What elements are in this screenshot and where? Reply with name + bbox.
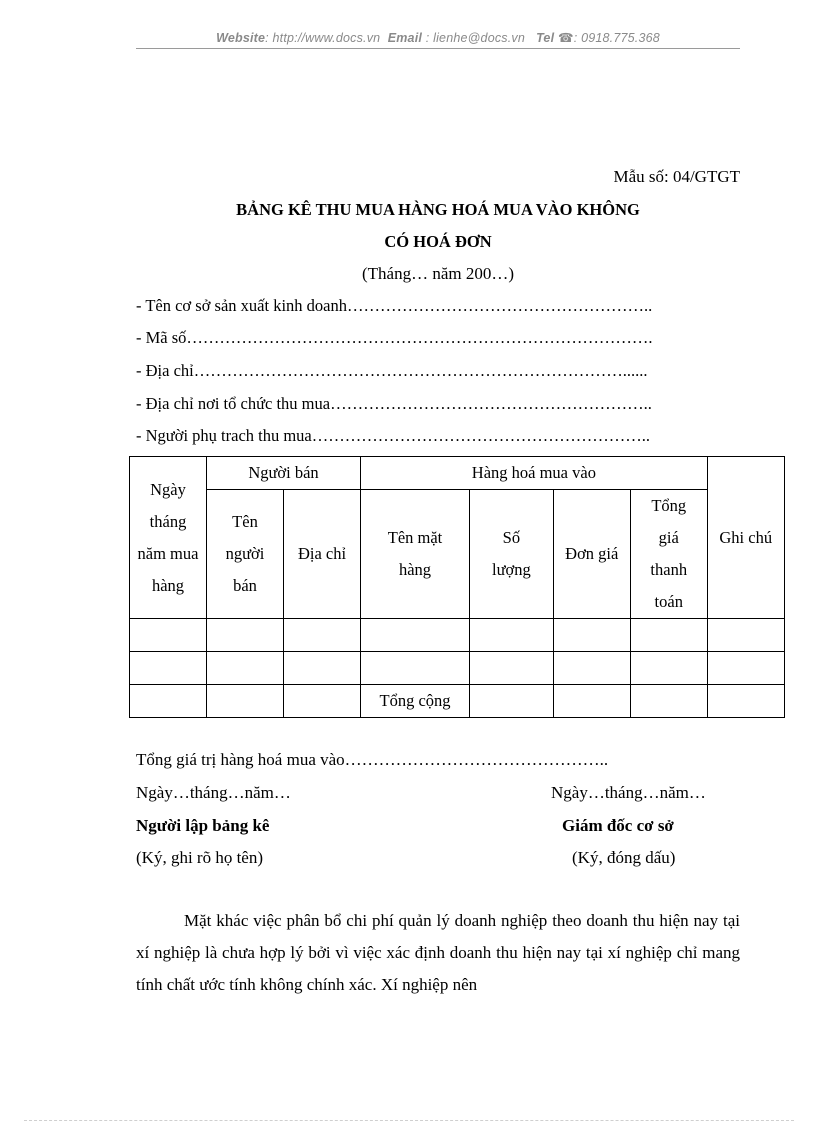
form-title-line1: BẢNG KÊ THU MUA HÀNG HOÁ MUA VÀO KHÔNG	[236, 200, 640, 219]
director-title: Giám đốc cơ sở	[562, 816, 674, 835]
field-address: - Địa chỉ……………………………………………………………………......	[136, 361, 648, 380]
table-cell[interactable]	[553, 685, 630, 718]
total-value-line: Tổng giá trị hàng hoá mua vào………………………………………..	[136, 750, 609, 769]
table-cell[interactable]	[207, 619, 284, 652]
website-label: Website	[216, 31, 266, 45]
table-cell[interactable]	[553, 652, 630, 685]
table-cell[interactable]	[553, 619, 630, 652]
preparer-title: Người lập bảng kê	[136, 816, 270, 835]
table-cell[interactable]	[707, 619, 784, 652]
table-cell[interactable]	[130, 619, 207, 652]
footer-divider	[24, 1120, 794, 1121]
table-cell[interactable]	[630, 619, 707, 652]
table-cell[interactable]	[630, 652, 707, 685]
header-goods-name: Tên mặt hàng	[361, 490, 470, 619]
website-value[interactable]: : http://www.docs.vn	[265, 31, 381, 45]
header-quantity: Số lượng	[470, 490, 554, 619]
date-left: Ngày…tháng…năm…	[136, 783, 291, 802]
email-label: Email	[387, 31, 423, 45]
table-cell[interactable]	[470, 619, 554, 652]
form-period: (Tháng… năm 200…)	[361, 264, 515, 283]
table-cell[interactable]	[361, 619, 470, 652]
header-date: Ngày tháng năm mua hàng	[130, 457, 207, 619]
header-seller-group: Người bán	[207, 457, 361, 490]
table-cell[interactable]	[630, 685, 707, 718]
form-code: Mẫu số: 04/GTGT	[613, 167, 740, 186]
preparer-title-wrap	[136, 816, 269, 836]
form-title-line2: CÓ HOÁ ĐƠN	[384, 232, 492, 251]
table-cell[interactable]	[361, 652, 470, 685]
table-cell[interactable]	[707, 685, 784, 718]
email-value[interactable]: : lienhe@docs.vn	[425, 31, 526, 45]
table-cell[interactable]	[707, 652, 784, 685]
table-cell[interactable]	[284, 652, 361, 685]
page-header	[136, 30, 740, 45]
header-divider	[136, 48, 740, 49]
table-row	[130, 619, 785, 652]
field-tax-code: - Mã số………………………………………………………………………….	[136, 328, 653, 347]
paragraph-text: Mặt khác việc phân bổ chi phí quản lý doanh nghiệp theo doanh thu hiện nay tại xí nghiệp là chưa hợp lý bởi vì việc xác định doanh thu hiện nay tại xí nghiệp chỉ mang tính chất ước tính không chính xác. Xí nghiệp nên	[136, 911, 740, 994]
header-seller-address: Địa chỉ	[284, 490, 361, 619]
preparer-sign-note: (Ký, ghi rõ họ tên)	[136, 848, 264, 867]
tel-value: ☎: 0918.775.368	[557, 31, 660, 45]
director-sign-note: (Ký, đóng dấu)	[572, 848, 676, 867]
header-unit-price: Đơn giá	[553, 490, 630, 619]
table-cell[interactable]	[284, 685, 361, 718]
header-total-payment: Tổng giá thanh toán	[630, 490, 707, 619]
table-total-row	[130, 685, 785, 718]
table-cell[interactable]	[207, 652, 284, 685]
table-row	[130, 652, 785, 685]
table-cell[interactable]	[470, 685, 554, 718]
table-cell[interactable]	[284, 619, 361, 652]
table-cell[interactable]	[470, 652, 554, 685]
body-paragraph	[136, 905, 740, 1001]
header-seller-name: Tên người bán	[207, 490, 284, 619]
date-right: Ngày…tháng…năm…	[551, 783, 706, 802]
tel-label: Tel	[536, 31, 555, 45]
field-purchase-manager: - Người phụ trach thu mua……………………………………………………..	[136, 426, 651, 445]
field-purchase-address: - Địa chỉ nơi tổ chức thu mua…………………………………………………..	[136, 394, 652, 413]
total-label: Tổng cộng	[361, 685, 470, 718]
director-title-wrap	[562, 816, 674, 836]
table-cell[interactable]	[130, 685, 207, 718]
table-cell[interactable]	[207, 685, 284, 718]
header-goods-group: Hàng hoá mua vào	[361, 457, 708, 490]
header-note: Ghi chú	[707, 457, 784, 619]
purchase-table	[129, 456, 785, 718]
field-business-name: - Tên cơ sở sản xuất kinh doanh………………………………………………..	[136, 296, 653, 315]
table-cell[interactable]	[130, 652, 207, 685]
